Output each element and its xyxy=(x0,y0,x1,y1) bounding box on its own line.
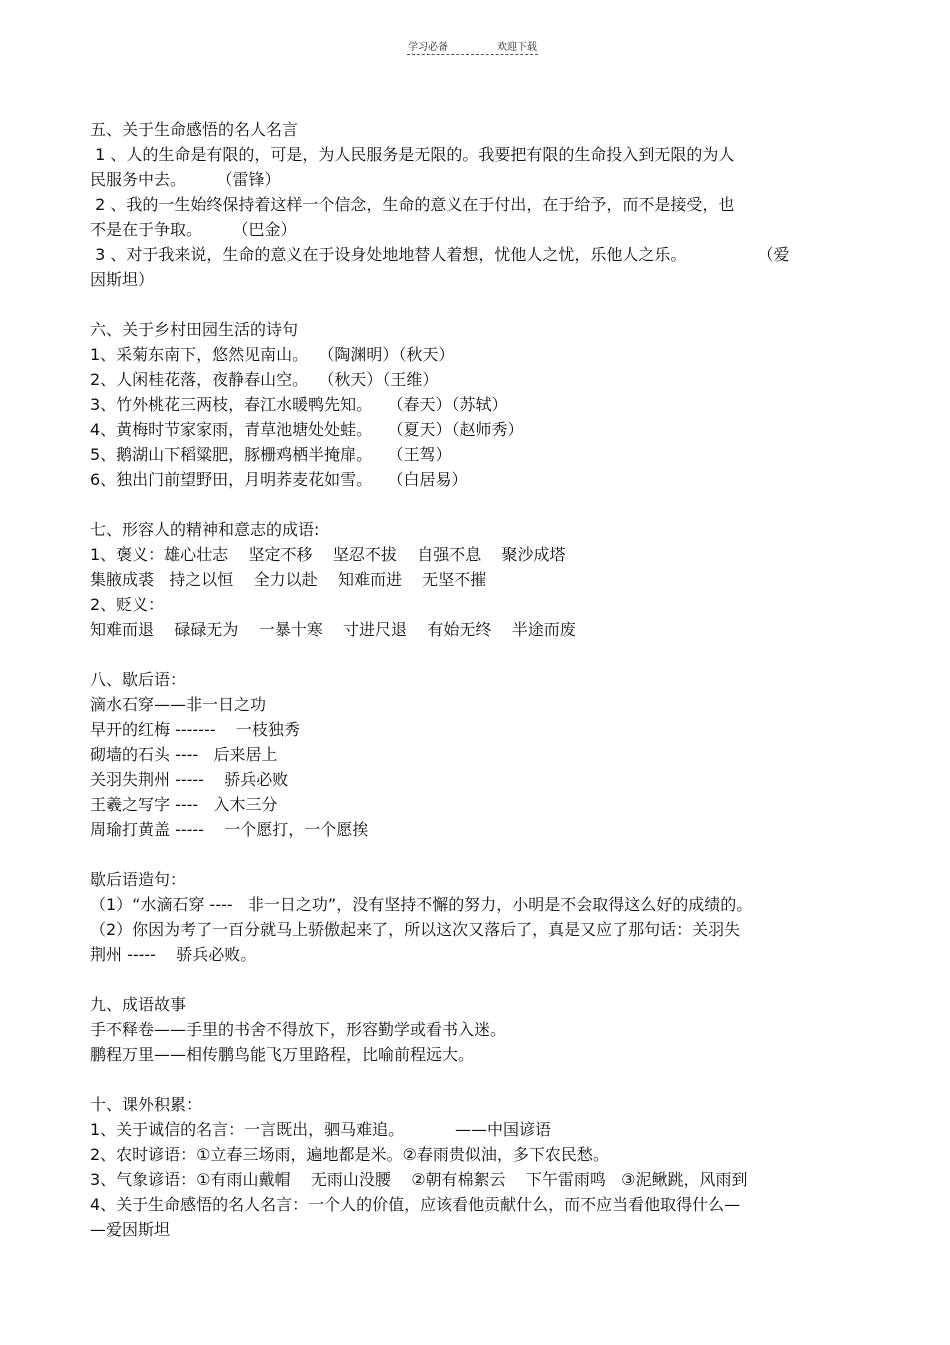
text-line: 王羲之写字 ---- 入木三分 xyxy=(90,795,278,814)
blank-line xyxy=(90,642,860,667)
text-line: 关羽失荆州 ----- 骄兵必败 xyxy=(90,770,289,789)
header-divider xyxy=(407,54,538,55)
text-line: 八、歇后语： xyxy=(90,670,187,689)
text-line: 1 、人的生命是有限的，可是，为人民服务是无限的。我要把有限的生命投入到无限的为人 xyxy=(90,145,735,164)
text-line: 2、人闲桂花落，夜静春山空。 （秋天）（王维） xyxy=(90,370,439,389)
text-line: 鹏程万里——相传鹏鸟能飞万里路程，比喻前程远大。 xyxy=(90,1045,475,1064)
text-line: 5、鹅湖山下稻粱肥，豚栅鸡栖半掩扉。 （王驾） xyxy=(90,445,452,464)
header-left-text: 学习必备 xyxy=(408,42,448,53)
text-line: 1、关于诚信的名言：一言既出，驷马难追。 ——中国谚语 xyxy=(90,1120,552,1139)
text-line: 2、贬义： xyxy=(90,595,165,614)
header-right-text: 欢迎下载 xyxy=(497,42,537,53)
text-line: 早开的红梅 ------- 一枝独秀 xyxy=(90,720,300,739)
text-line: 荆州 ----- 骄兵必败。 xyxy=(90,945,257,964)
text-line: 手不释卷——手里的书舍不得放下，形容勤学或看书入迷。 xyxy=(90,1020,507,1039)
text-line: 十、课外积累： xyxy=(90,1095,203,1114)
text-line: 知难而退 碌碌无为 一暴十寒 寸进尺退 有始无终 半途而废 xyxy=(90,620,576,639)
text-line: 歇后语造句： xyxy=(90,870,187,889)
text-line: 2、农时谚语：①立春三场雨，遍地都是米。②春雨贵似油，多下农民愁。 xyxy=(90,1145,609,1164)
page-header xyxy=(0,38,950,58)
text-line: 五、关于生命感悟的名人名言 xyxy=(90,120,299,139)
text-line: 九、成语故事 xyxy=(90,995,187,1014)
text-line: 2 、我的一生始终保持着这样一个信念，生命的意义在于付出，在于给予，而不是接受，也 xyxy=(90,195,735,214)
text-line: 七、形容人的精神和意志的成语: xyxy=(90,520,320,539)
text-line: 民服务中去。 （雷锋） xyxy=(90,170,281,189)
document-body xyxy=(90,117,860,1242)
text-line: 1、采菊东南下，悠然见南山。 （陶渊明）（秋天） xyxy=(90,345,455,364)
blank-line xyxy=(90,492,860,517)
text-line: 3、气象谚语：①有雨山戴帽 无雨山没腰 ②朝有棉絮云 下午雷雨鸣 ③泥鳅跳，风雨到 xyxy=(90,1170,748,1189)
text-line: （2）你因为考了一百分就马上骄傲起来了，所以这次又落后了，真是又应了那句话：关羽失 xyxy=(90,920,741,939)
text-line: 4、关于生命感悟的名人名言：一个人的价值，应该看他贡献什么，而不应当看他取得什么— xyxy=(90,1195,741,1214)
blank-line xyxy=(90,292,860,317)
text-line: 集腋成裘 持之以恒 全力以赴 知难而进 无坚不摧 xyxy=(90,570,487,589)
text-line: 因斯坦） xyxy=(90,270,155,289)
text-line: —爱因斯坦 xyxy=(90,1220,171,1239)
text-line: 3、竹外桃花三两枝，春江水暖鸭先知。 （春天）（苏轼） xyxy=(90,395,508,414)
text-line: 滴水石穿——非一日之功 xyxy=(90,695,267,714)
blank-line xyxy=(90,967,860,992)
text-line: 1、褒义：雄心壮志 坚定不移 坚忍不拔 自强不息 聚沙成塔 xyxy=(90,545,566,564)
text-line: 六、关于乡村田园生活的诗句 xyxy=(90,320,299,339)
text-line: 不是在于争取。 （巴金） xyxy=(90,220,297,239)
text-line: （1）“水滴石穿 ---- 非一日之功”，没有坚持不懈的努力，小明是不会取得这么好的成绩的。 xyxy=(90,895,753,914)
text-line: 周瑜打黄盖 ----- 一个愿打，一个愿挨 xyxy=(90,820,369,839)
blank-line xyxy=(90,842,860,867)
text-line: 砌墙的石头 ---- 后来居上 xyxy=(90,745,278,764)
text-line: 6、独出门前望野田，月明荞麦花如雪。 （白居易） xyxy=(90,470,468,489)
blank-line xyxy=(90,1067,860,1092)
text-line: 3 、对于我来说，生命的意义在于设身处地地替人着想，忧他人之忧，乐他人之乐。 （爱 xyxy=(90,245,790,264)
text-line: 4、黄梅时节家家雨，青草池塘处处蛙。 （夏天）（赵师秀） xyxy=(90,420,524,439)
